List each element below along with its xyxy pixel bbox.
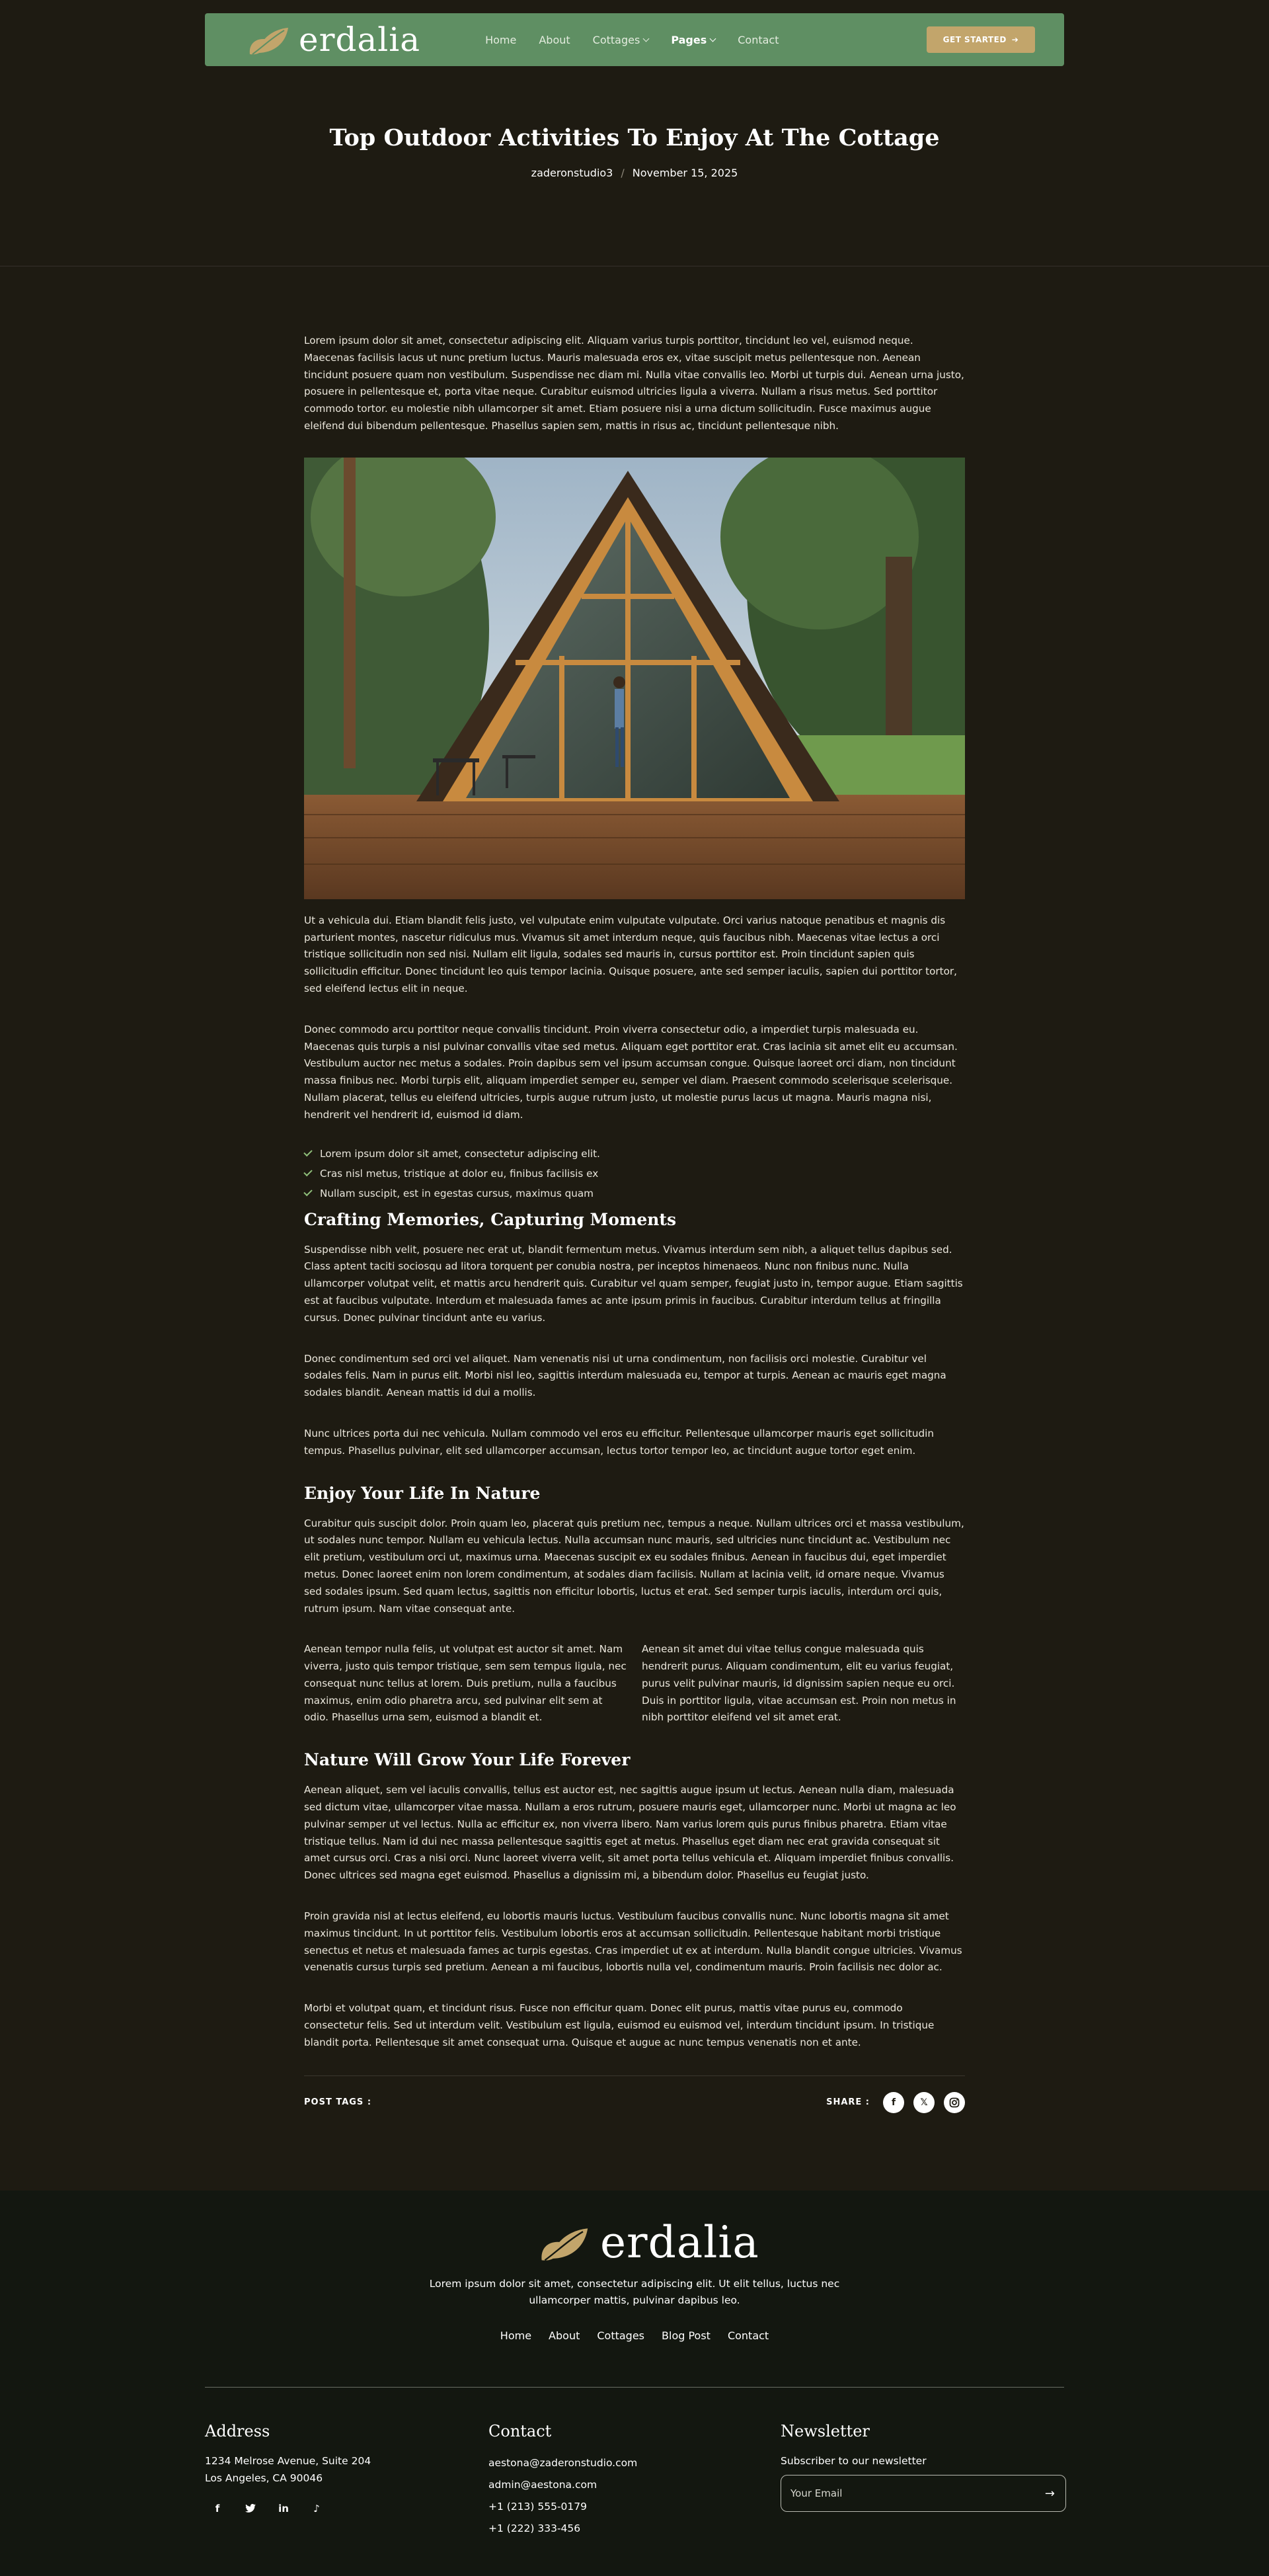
checklist-text: Lorem ipsum dolor sit amet, consectetur adipiscing elit. bbox=[320, 1147, 600, 1160]
checklist bbox=[304, 1144, 965, 1203]
checklist-text: Cras nisl metus, tristique at dolor eu, finibus facilisis ex bbox=[320, 1167, 599, 1180]
column-right: Aenean sit amet dui vitae tellus congue malesuada quis hendrerit purus. Aliquam condimentum, elit eu varius feugiat, purus velit pulvinar mauris, id dignissim sapien neque eu orci. Duis in porttitor ligula, vitae accumsan est. Proin non metus in nibh porttitor eleifend vel sit amet erat. bbox=[642, 1643, 956, 1724]
section-heading: Nature Will Grow Your Life Forever bbox=[304, 1750, 631, 1770]
site-footer bbox=[0, 2191, 1269, 2576]
section-heading: Crafting Memories, Capturing Moments bbox=[304, 1209, 677, 1229]
logo[interactable] bbox=[245, 21, 420, 58]
footer-logo[interactable] bbox=[535, 2217, 759, 2268]
contact-title: Contact bbox=[488, 2422, 552, 2440]
post-date: November 15, 2025 bbox=[632, 167, 738, 179]
facebook-icon[interactable]: f bbox=[215, 2503, 220, 2515]
intro-paragraph: Lorem ipsum dolor sit amet, consectetur adipiscing elit. Aliquam varius turpis porttitor, tincidunt leo vel, euismod neque. Maecenas facilisis lacus ut nunc pretium luctus. Mauris malesuada eros ex, vitae suscipit metus pellentesque non. Aenean tincidunt posuere quam non vestibulum. Suspendisse nec diam mi. Nulla vitae convallis leo. Morbi ut turpis dui. Aenean urna justo, posuere in pellentesque et, porta vitae neque. Curabitur euismod ultricies ligula a viverra. Nullam a risus metus. Sed porttitor commodo tortor. eu molestie nibh ullamcorper sit amet. Etiam posuere nisi a urna dictum sollicitudin. Fusce maximus augue eleifend dui bibendum pellentesque. Phasellus sapien sem, mattis in risus ac, tincidunt pellentesque nibh. bbox=[304, 335, 964, 432]
contact-email-2[interactable]: admin@aestona.com bbox=[488, 2479, 597, 2491]
post-title: Top Outdoor Activities To Enjoy At The Cottage bbox=[329, 124, 940, 151]
nav-home-label: Home bbox=[485, 33, 517, 46]
featured-image bbox=[304, 458, 965, 899]
footer-nav-blog-post[interactable]: Blog Post bbox=[662, 2329, 711, 2342]
post-footer-divider bbox=[304, 2075, 965, 2076]
footer-contact bbox=[488, 2422, 637, 2540]
checklist-item bbox=[304, 1164, 965, 1184]
footer-newsletter bbox=[781, 2422, 1066, 2512]
chevron-down-icon bbox=[710, 35, 716, 42]
nav-contact-label: Contact bbox=[738, 33, 779, 46]
nav-contact[interactable] bbox=[738, 34, 779, 46]
post-author[interactable]: zaderonstudio3 bbox=[531, 167, 613, 179]
leaf-logo-icon bbox=[535, 2220, 599, 2266]
footer-nav-about[interactable]: About bbox=[549, 2329, 580, 2342]
paragraph: Nunc ultrices porta dui nec vehicula. Nullam commodo vel eros eu efficitur. Pellentesque ullamcorper mauris eget sollicitudin tempus. Phasellus pulvinar, elit sed ullamcorper accumsan, lectus tortor tempor leo, ac tincidunt augue tortor eget enim. bbox=[304, 1427, 934, 1457]
chevron-down-icon bbox=[643, 35, 650, 42]
nav-cottages[interactable] bbox=[593, 34, 649, 46]
nav-cottages-label: Cottages bbox=[592, 33, 640, 46]
paragraph: Proin gravida nisl at lectus eleifend, eu lobortis mauris luctus. Vestibulum faucibus convallis nunc. Nunc lobortis magna sit amet maximus tincidunt. In ut porttitor felis. Vestibulum lobortis eros at accumsan sollicitudin. Pellentesque habitant morbi tristique senectus et netus et malesuada fames ac turpis egestas. Cras imperdiet ut ex at interdum. Nulla blandit congue ultricies. Vivamus venenatis cursus turpis sed pretium. Aenean a mi faucibus, lobortis nulla vel, condimentum mauris. Proin facilisis nec dolor ac. bbox=[304, 1910, 962, 1974]
section-heading: Enjoy Your Life In Nature bbox=[304, 1483, 541, 1503]
leaf-logo-icon bbox=[245, 21, 297, 58]
paragraph: Ut a vehicula dui. Etiam blandit felis justo, vel vulputate enim vulputate vulputate. Orci varius natoque penatibus et magnis dis parturient montes, nascetur ridiculus mus. Vivamus sit amet interdum neque, quis faucibus nibh. Maecenas vitae lectus a orci tristique sollicitudin non sed nisi. Nullam elit ligula, sodales sed mauris in, cursus porttitor est. Proin tincidunt sapien quis sollicitudin efficitur. Donec tincidunt leo quis tempor lacinia. Quisque posuere, ante sed semper iaculis, sapien dui porttitor tortor, sed eleifend lectus elit in neque. bbox=[304, 914, 957, 994]
checklist-item bbox=[304, 1184, 965, 1203]
paragraph: Curabitur quis suscipit dolor. Proin quam leo, placerat quis pretium nec, tempus a neque. Nullam ultrices orci et massa vestibulum, ut sodales nunc tempor. Nullam eu vehicula lectus. Nulla accumsan nunc mauris, sed ultricies nunc tincidunt ac. Vestibulum nec elit pretium, vestibulum orci ut, maximus urna. Maecenas suscipit ex eu sodales finibus. Aenean in faucibus dui, eget imperdiet metus. Donec laoreet enim non lorem condimentum, at sodales diam facilisis. Nullam at lacinia velit, id ornare neque. Vivamus sed sodales ipsum. Sed quam lectus, sagittis non efficitur lobortis, luctus et erat. Sed semper turpis iaculis, interdum orci quis, rutrum ipsum. Nam vitae consequat ante. bbox=[304, 1517, 964, 1615]
footer-nav bbox=[0, 2329, 1269, 2342]
logo-text: erdalia bbox=[299, 20, 421, 59]
nav-links bbox=[485, 34, 779, 46]
linkedin-icon[interactable]: in bbox=[278, 2503, 289, 2515]
facebook-icon[interactable]: f bbox=[883, 2092, 904, 2113]
nav-bar bbox=[205, 13, 1064, 66]
column-left: Aenean tempor nulla felis, ut volutpat est auctor sit amet. Nam viverra, justo quis tempor tristique, sem sem tempus ligula, nec consequat nunc tellus at lorem. Duis pretium, nulla a faucibus maximus, enim odio pharetra arcu, sed pulvinar elit sem at odio. Phasellus urna sem, euismod a blandit et. bbox=[304, 1643, 627, 1724]
newsletter-subtitle: Subscriber to our newsletter bbox=[781, 2455, 927, 2467]
contact-phone-1[interactable]: +1 (213) 555-0179 bbox=[488, 2501, 588, 2513]
instagram-icon[interactable] bbox=[944, 2092, 965, 2113]
address-title: Address bbox=[205, 2422, 270, 2440]
nav-about-label: About bbox=[539, 33, 570, 46]
post-tags-label: POST TAGS : bbox=[304, 2097, 372, 2108]
x-icon[interactable]: 𝕏 bbox=[913, 2092, 935, 2113]
get-started-label: GET STARTED bbox=[942, 35, 1007, 44]
newsletter-form bbox=[781, 2475, 1066, 2512]
two-column-text bbox=[304, 1641, 965, 1726]
nav-home[interactable] bbox=[485, 34, 516, 46]
footer-description: Lorem ipsum dolor sit amet, consectetur adipiscing elit. Ut elit tellus, luctus nec ullamcorper mattis, pulvinar dapibus leo. bbox=[429, 2278, 840, 2306]
get-started-button[interactable] bbox=[927, 26, 1035, 53]
checklist-text: Nullam suscipit, est in egestas cursus, maximus quam bbox=[320, 1187, 594, 1199]
post-footer bbox=[304, 2092, 965, 2113]
share-bar bbox=[826, 2092, 965, 2113]
checkmark-icon bbox=[303, 1187, 312, 1196]
footer-nav-home[interactable]: Home bbox=[500, 2329, 532, 2342]
share-label: SHARE : bbox=[826, 2097, 870, 2108]
nav-pages-label: Pages bbox=[671, 33, 707, 46]
footer-divider bbox=[205, 2387, 1064, 2388]
email-input[interactable] bbox=[790, 2487, 1028, 2499]
nav-pages[interactable] bbox=[671, 34, 715, 46]
paragraph: Donec commodo arcu porttitor neque convallis tincidunt. Proin viverra consectetur odio, a imperdiet turpis malesuada eu. Maecenas quis turpis a nisl pulvinar convallis vitae sed metus. Aliquam eget porttitor erat. Cras lacinia sit amet elit eu accumsan. Vestibulum auctor nec metus a sodales. Proin dapibus sem vel ipsum accumsan congue. Quisque laoreet orci diam, non tincidunt massa finibus nec. Morbi turpis elit, aliquam imperdiet semper eu, semper vel diam. Praesent commodo scelerisque scelerisque. Nullam placerat, tellus eu eleifend ultricies, turpis augue rutrum justo, ut molestie purus lacus ut magna. Mauris magna nisi, hendrerit vel hendrerit id, euismod id diam. bbox=[304, 1023, 958, 1121]
newsletter-title: Newsletter bbox=[781, 2422, 870, 2440]
checkmark-icon bbox=[303, 1148, 312, 1156]
paragraph: Morbi et volutpat quam, et tincidunt risus. Fusce non efficitur quam. Donec elit purus, mattis vitae purus eu, commodo consectetur felis. Sed ut interdum velit. Vestibulum est ligula, euismod eu euismod vel, interdum tincidunt ipsum. In tristique blandit porta. Pellentesque sit amet consequat urna. Quisque et augue ac nunc tempus venenatis non et ante. bbox=[304, 2002, 935, 2048]
paragraph: Aenean aliquet, sem vel iaculis convallis, tellus est auctor est, nec sagittis augue ipsum ut lectus. Aenean nulla diam, malesuada sed dictum vitae, ullamcorper vitae massa. Nullam a eros rutrum, posuere mauris eget, ullamcorper nunc. Morbi ut magna ac leo pulvinar semper ut vel lectus. Nulla ac efficitur ex, non viverra libero. Nam varius lorem quis purus finibus pharetra. Etiam vitae tristique tellus. Nam id dui nec massa pellentesque sagittis eget at metus. Phasellus eget diam nec erat gravida consequat sit amet cursus orci. Cras a nisi orci. Nunc laoreet viverra velit, sit amet porta tellus vehicula et. Aliquam imperdiet finibus convallis. Donec ultrices sed magna eget euismod. Phasellus a dignissim mi, a bibendum dolor. Phasellus eu feugiat justo. bbox=[304, 1784, 956, 1882]
paragraph: Suspendisse nibh velit, posuere nec erat ut, blandit fermentum metus. Vivamus interdum sem nibh, a aliquet tellus dapibus sed. Class aptent taciti sociosqu ad litora torquent per conubia nostra, per inceptos himenaeos. Nunc non finibus nunc. Nulla ullamcorper volutpat velit, et mattis arcu hendrerit quis. Curabitur vel quam semper, feugiat justo in, tempor augue. Etiam sagittis est at faucibus vulputate. Interdum et malesuada fames ac ante ipsum primis in faucibus. Curabitur interdum tellus at fringilla cursus. Donec pulvinar tincidunt ante eu varius. bbox=[304, 1243, 963, 1324]
footer-socials bbox=[205, 2496, 371, 2521]
checklist-item bbox=[304, 1144, 965, 1164]
paragraph: Donec condimentum sed orci vel aliquet. Nam venenatis nisi ut urna condimentum, non facilisis orci molestie. Curabitur vel sodales felis. Nam in purus elit. Morbi nisl leo, sagittis interdum malesuada eu, tempor at turpis. Aenean ac mauris eget magna sodales blandit. Aenean mattis id dui a mollis. bbox=[304, 1352, 946, 1399]
address-line-1: 1234 Melrose Avenue, Suite 204 bbox=[205, 2455, 371, 2467]
arrow-right-icon[interactable]: → bbox=[1044, 2486, 1055, 2501]
contact-phone-2[interactable]: +1 (222) 333-456 bbox=[488, 2522, 581, 2534]
checkmark-icon bbox=[303, 1168, 312, 1176]
contact-email-1[interactable]: aestona@zaderonstudio.com bbox=[488, 2457, 638, 2469]
footer-nav-cottages[interactable]: Cottages bbox=[597, 2329, 645, 2342]
address-line-2: Los Angeles, CA 90046 bbox=[205, 2472, 323, 2484]
meta-separator: / bbox=[621, 167, 625, 179]
arrow-right-icon: ➔ bbox=[1011, 35, 1019, 44]
post-meta bbox=[0, 167, 1269, 179]
nav-about[interactable] bbox=[539, 34, 570, 46]
footer-address bbox=[205, 2422, 371, 2521]
tiktok-icon[interactable]: ♪ bbox=[313, 2503, 320, 2515]
twitter-icon[interactable] bbox=[238, 2496, 263, 2521]
footer-nav-contact[interactable]: Contact bbox=[727, 2329, 769, 2342]
post-content bbox=[304, 333, 965, 2113]
footer-logo-text: erdalia bbox=[600, 2217, 759, 2268]
